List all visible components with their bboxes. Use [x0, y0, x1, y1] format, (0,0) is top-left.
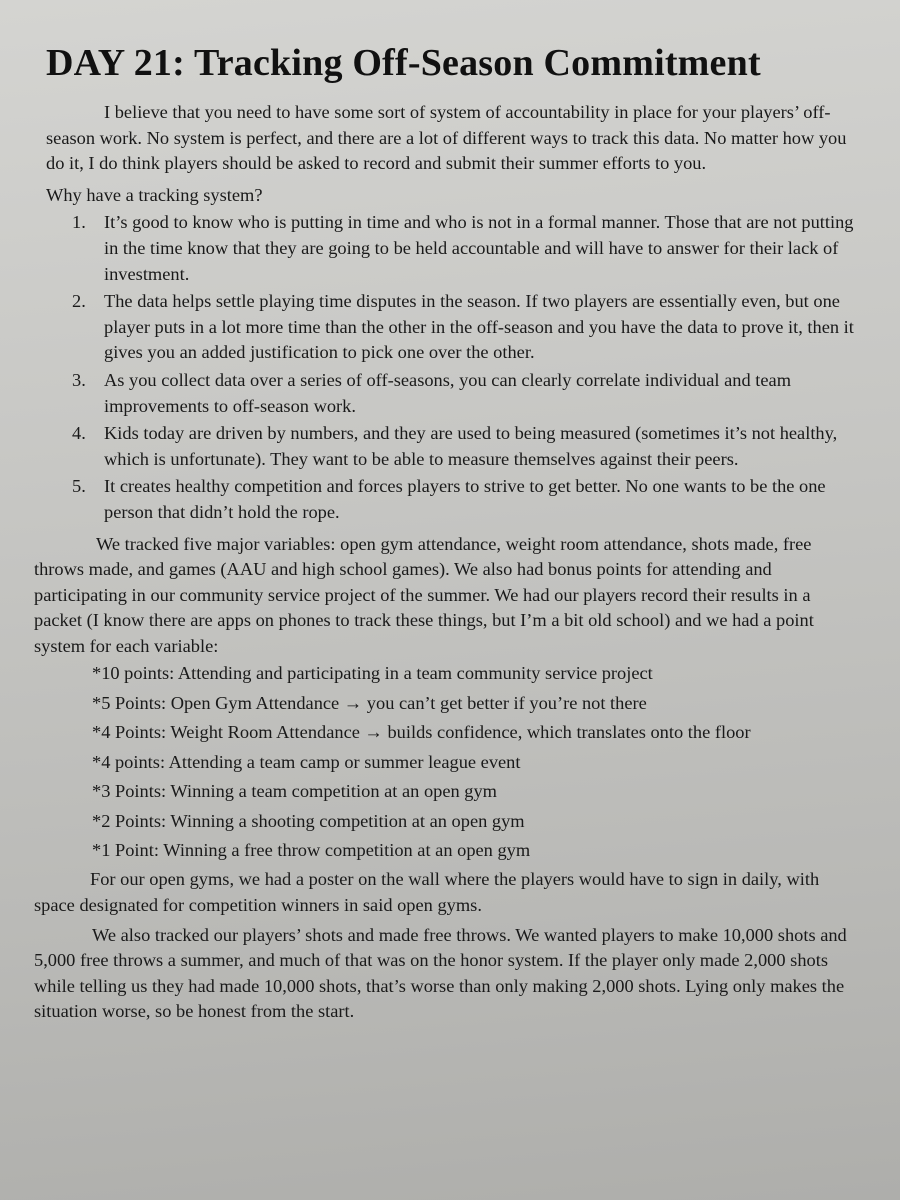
point-item: *3 Points: Winning a team competition at an open gym	[92, 781, 497, 802]
list-number: 3.	[72, 369, 86, 390]
list-item	[72, 474, 854, 525]
list-number: 1.	[72, 212, 86, 233]
open-gym-paragraph: For our open gyms, we had a poster on the wall where the players would have to sign in daily, with space designated for competition winners in said open gyms.	[34, 869, 820, 915]
section-question: Why have a tracking system?	[46, 184, 263, 205]
list-item-text: It’s good to know who is putting in time and who is not in a formal manner. Those that are not putting in the time know that they are going to be held accountable and will have to answer for their lack of investment.	[104, 212, 854, 284]
variables-paragraph: We tracked five major variables: open gym attendance, weight room attendance, shots made, free throws made, and games (AAU and high school games). We also had bonus points for attending and participating in our community service project of the summer. We had our players record their results in a packet (I know there are apps on phones to track these things, but I’m a bit old school) and we had a point system for each variable:	[34, 533, 814, 656]
list-item-text: As you collect data over a series of off-seasons, you can clearly correlate individual and team improvements to off-season work.	[104, 369, 791, 416]
list-item	[72, 289, 854, 366]
point-item: *4 Points: Weight Room Attendance → builds confidence, which translates onto the floor	[92, 722, 751, 743]
list-item	[72, 421, 854, 472]
point-item: *5 Points: Open Gym Attendance → you can’t get better if you’re not there	[92, 692, 647, 713]
list-number: 5.	[72, 476, 86, 497]
list-number: 4.	[72, 423, 86, 444]
point-item: *10 points: Attending and participating in a team community service project	[92, 663, 653, 684]
list-number: 2.	[72, 291, 86, 312]
point-item: *2 Points: Winning a shooting competition at an open gym	[92, 810, 525, 831]
list-item-text: The data helps settle playing time disputes in the season. If two players are essentially even, but one player puts in a lot more time than the other in the off-season and you have the data to prove it, then it gives you an added justification to pick one over the other.	[104, 291, 854, 363]
intro-paragraph: I believe that you need to have some sort of system of accountability in place for your players’ off-season work. No system is perfect, and there are a lot of different ways to track this data. No matter how you do it, I do think players should be asked to record and submit their summer efforts to you.	[46, 102, 847, 174]
shots-paragraph: We also tracked our players’ shots and made free throws. We wanted players to make 10,000 shots and 5,000 free throws a summer, and much of that was on the honor system. If the player only made 2,000 shots while telling us they had made 10,000 shots, that’s worse than only making 2,000 shots. Lying only makes the situation worse, so be honest from the start.	[34, 924, 847, 1022]
list-item	[72, 210, 854, 287]
point-item: *1 Point: Winning a free throw competition at an open gym	[92, 839, 531, 860]
point-system-list	[92, 659, 854, 865]
list-item-text: It creates healthy competition and forces players to strive to get better. No one wants to be the one person that didn’t hold the rope.	[104, 476, 826, 522]
list-item-text: Kids today are driven by numbers, and they are used to being measured (sometimes it’s not healthy, which is unfortunate). They want to be able to measure themselves against their peers.	[104, 423, 838, 469]
reasons-list	[72, 210, 854, 525]
page-title: DAY 21: Tracking Off-Season Commitment	[46, 42, 761, 84]
list-item	[72, 368, 854, 419]
point-item: *4 points: Attending a team camp or summer league event	[92, 751, 521, 772]
